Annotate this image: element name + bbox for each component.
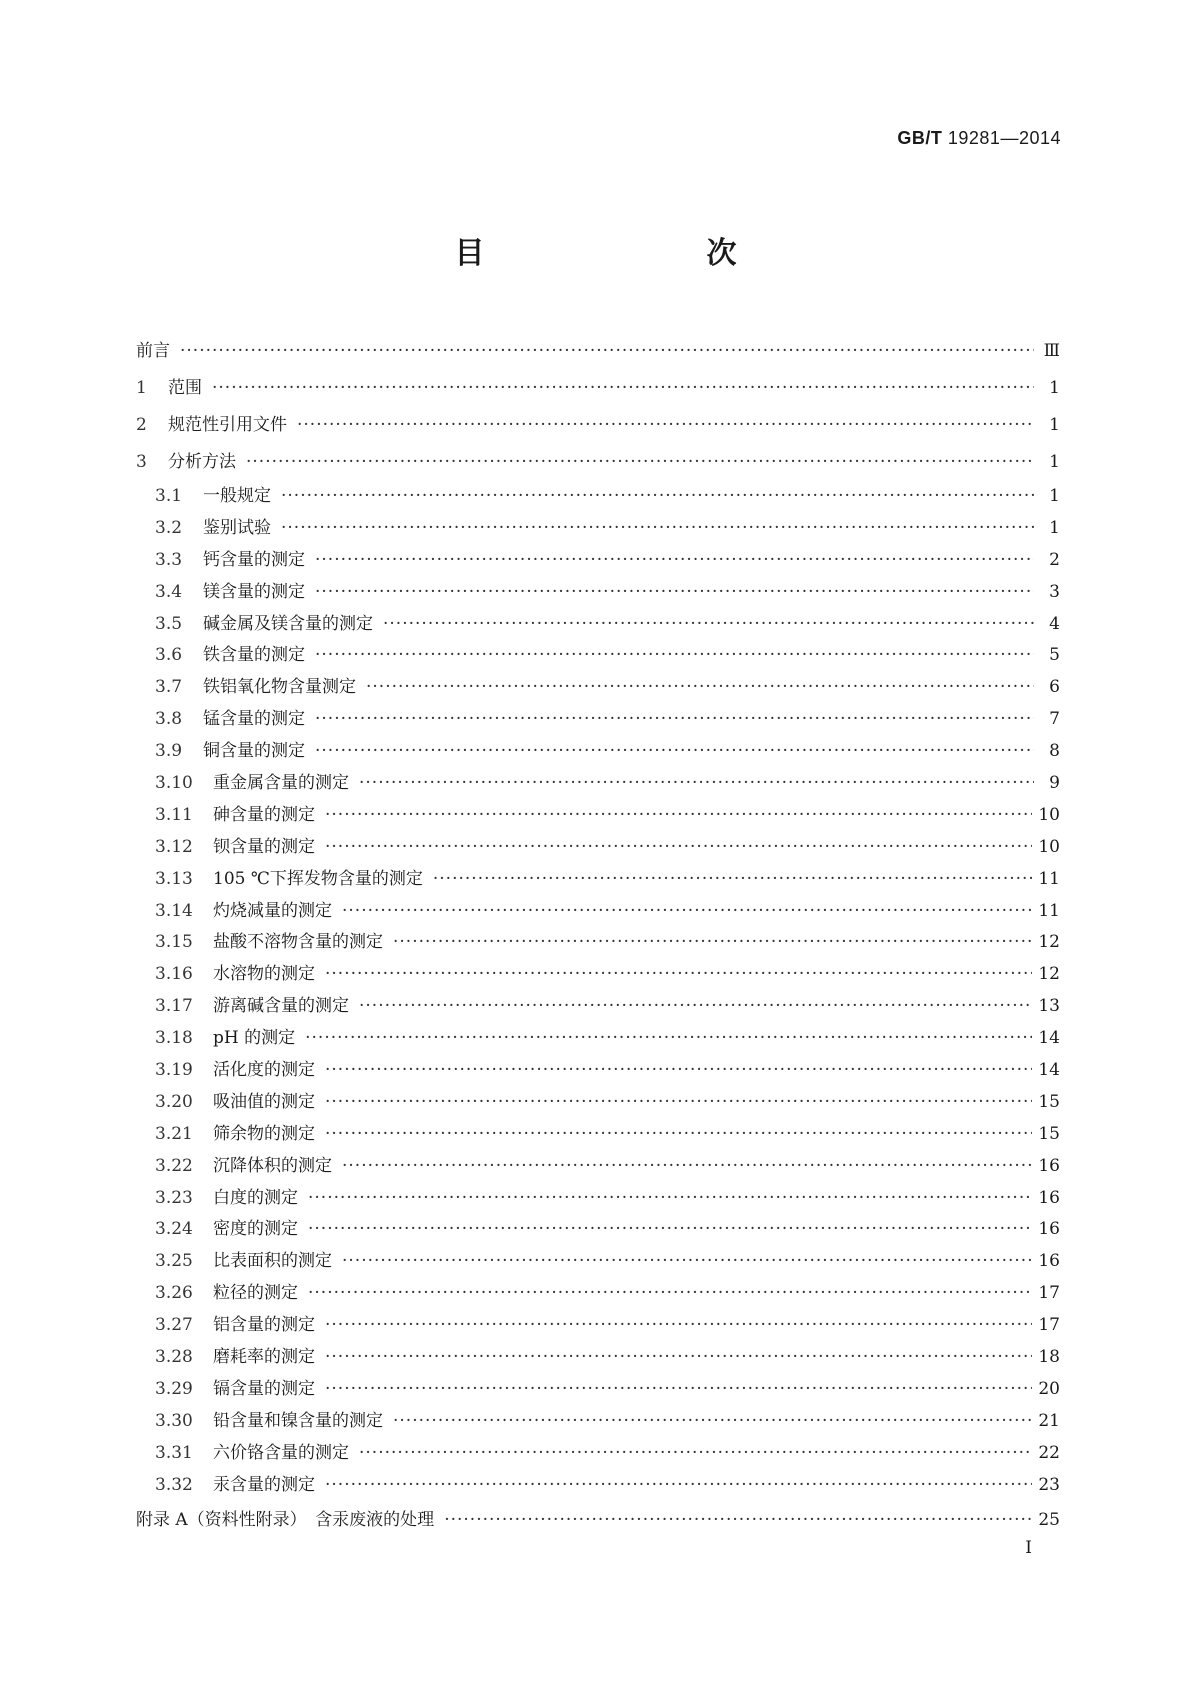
- toc-entry-label: 游离碱含量的测定: [213, 996, 349, 1017]
- page-title: 目 次: [454, 236, 791, 271]
- dot-leader: [325, 1470, 1032, 1502]
- toc-entry-label: 水溶物的测定: [213, 964, 315, 985]
- toc-entry[interactable]: [136, 577, 1060, 609]
- toc-entry-number: 3.19: [155, 1060, 193, 1081]
- toc-entry[interactable]: [136, 1214, 1060, 1246]
- toc-entry-number: 3.24: [155, 1219, 193, 1240]
- toc-entry-label: 镉含量的测定: [213, 1378, 315, 1399]
- toc-entry-number: 3.27: [155, 1315, 193, 1336]
- toc-entry-number: 3.16: [155, 964, 193, 985]
- page-number: I: [1025, 1538, 1032, 1558]
- toc-entry-label: 铁含量的测定: [203, 645, 305, 666]
- toc-entry[interactable]: [136, 1087, 1060, 1119]
- toc-entry-number: 3.2: [155, 517, 183, 538]
- dot-leader: [433, 864, 1032, 896]
- dot-leader: [315, 640, 1034, 672]
- toc-entry-number: 3.11: [155, 804, 193, 825]
- toc-entry[interactable]: [136, 1023, 1060, 1055]
- toc-entry-page: 17: [1038, 1283, 1060, 1304]
- toc-entry[interactable]: [136, 1406, 1060, 1438]
- dot-leader: [393, 1406, 1032, 1438]
- toc-entry[interactable]: [136, 1119, 1060, 1151]
- toc-entry-number: 3.6: [155, 645, 183, 666]
- toc-entry[interactable]: [136, 959, 1060, 991]
- toc-entry-page: 4: [1049, 613, 1060, 634]
- dot-leader: [315, 736, 1034, 768]
- toc-entry-label: 沉降体积的测定: [213, 1155, 332, 1176]
- toc-entry-page: 17: [1038, 1315, 1060, 1336]
- dot-leader: [366, 672, 1034, 704]
- dot-leader: [297, 407, 1034, 444]
- toc-entry-label: 白度的测定: [213, 1187, 298, 1208]
- toc-entry-number: 3.18: [155, 1028, 193, 1049]
- dot-leader: [359, 1438, 1032, 1470]
- toc-entry-label: pH 的测定: [213, 1028, 296, 1049]
- toc-entry-page: 1: [1049, 452, 1060, 472]
- toc-entry-page: Ⅲ: [1043, 341, 1060, 361]
- toc-entry-number: 3.8: [155, 709, 183, 730]
- toc-entry-label: 前言: [136, 341, 170, 361]
- toc-entry-page: 2: [1049, 549, 1060, 570]
- standard-code-number: 19281—2014: [947, 128, 1061, 148]
- toc-entry[interactable]: [136, 545, 1060, 577]
- toc-entry-page: 20: [1038, 1378, 1060, 1399]
- toc-entry-number: 3.13: [155, 868, 193, 889]
- toc-entry[interactable]: [136, 1470, 1060, 1502]
- toc-entry-number: 3.25: [155, 1251, 193, 1272]
- toc-entry-page: 13: [1038, 996, 1060, 1017]
- toc-entry-label: 密度的测定: [213, 1219, 298, 1240]
- toc-entry-label: 铁铝氧化物含量测定: [203, 677, 356, 698]
- dot-leader: [359, 991, 1032, 1023]
- toc-entry-label: 碱金属及镁含量的测定: [203, 613, 373, 634]
- toc-entry-page: 1: [1049, 486, 1060, 506]
- toc-entry[interactable]: [136, 1342, 1060, 1374]
- toc-entry[interactable]: [136, 927, 1060, 959]
- toc-entry-label: 鉴别试验: [203, 517, 271, 538]
- toc-entry-page: 9: [1049, 773, 1060, 794]
- toc-entry[interactable]: [136, 444, 1060, 481]
- dot-leader: [325, 1374, 1032, 1406]
- toc-entry-number: 3.3: [155, 549, 183, 570]
- dot-leader: [342, 1151, 1032, 1183]
- toc-entry-page: 12: [1038, 964, 1060, 985]
- toc-entry-page: 14: [1038, 1028, 1060, 1049]
- dot-leader: [315, 545, 1034, 577]
- toc-entry-label: 钙含量的测定: [203, 549, 305, 570]
- dot-leader: [308, 1278, 1032, 1310]
- toc-entry-label: 吸油值的测定: [213, 1091, 315, 1112]
- toc-entry-label: 范围: [168, 378, 202, 398]
- toc-entry-label: 105 ℃下挥发物含量的测定: [213, 868, 423, 889]
- dot-leader: [325, 1055, 1032, 1087]
- toc-entry-number: 3.21: [155, 1123, 193, 1144]
- toc-entry[interactable]: [136, 370, 1060, 407]
- toc-entry-number: 3.1: [155, 486, 183, 506]
- toc-entry-number: 3.23: [155, 1187, 193, 1208]
- toc-entry-page: 22: [1038, 1442, 1060, 1463]
- toc-entry-number: 3.4: [155, 581, 183, 602]
- toc-entry-label: 钡含量的测定: [213, 836, 315, 857]
- toc-entry[interactable]: [136, 864, 1060, 896]
- dot-leader: [444, 1502, 1032, 1539]
- toc-entry-number: 1: [136, 378, 147, 398]
- toc-entry-number: 3.12: [155, 836, 193, 857]
- dot-leader: [325, 1310, 1032, 1342]
- toc-entry[interactable]: [136, 896, 1060, 928]
- toc-entry-label: 铜含量的测定: [203, 741, 305, 762]
- toc-entry[interactable]: [136, 704, 1060, 736]
- toc-entry[interactable]: [136, 1438, 1060, 1470]
- toc-entry-number: 3.22: [155, 1155, 193, 1176]
- toc-entry-page: 15: [1038, 1091, 1060, 1112]
- dot-leader: [308, 1183, 1032, 1215]
- toc-entry-number: 3.7: [155, 677, 183, 698]
- toc-entry-label: 重金属含量的测定: [213, 773, 349, 794]
- toc-entry[interactable]: [136, 333, 1060, 370]
- toc-entry-number: 3.31: [155, 1442, 193, 1463]
- dot-leader: [180, 333, 1034, 370]
- dot-leader: [281, 513, 1034, 545]
- toc-entry[interactable]: [136, 768, 1060, 800]
- dot-leader: [325, 1087, 1032, 1119]
- toc-entry[interactable]: [136, 1502, 1060, 1539]
- dot-leader: [342, 1246, 1032, 1278]
- toc-entry-page: 16: [1038, 1187, 1060, 1208]
- toc-entry[interactable]: [136, 1183, 1060, 1215]
- toc-entry[interactable]: [136, 1151, 1060, 1183]
- toc-entry[interactable]: [136, 609, 1060, 641]
- toc-entry-label: 锰含量的测定: [203, 709, 305, 730]
- toc-entry-number: 3: [136, 452, 147, 472]
- toc-entry-page: 18: [1038, 1347, 1060, 1368]
- dot-leader: [359, 768, 1034, 800]
- toc-entry-number: 3.5: [155, 613, 183, 634]
- standard-code: [897, 128, 1061, 149]
- toc-entry-label: 分析方法: [168, 452, 236, 472]
- toc-entry-label: 镁含量的测定: [203, 581, 305, 602]
- toc-entry-label: 盐酸不溶物含量的测定: [213, 932, 383, 953]
- toc-entry-label: 筛余物的测定: [213, 1123, 315, 1144]
- toc-entry[interactable]: [136, 1374, 1060, 1406]
- toc-entry-number: 3.20: [155, 1091, 193, 1112]
- dot-leader: [325, 832, 1032, 864]
- toc-entry-label: 汞含量的测定: [213, 1474, 315, 1495]
- toc-entry-number: 3.30: [155, 1410, 193, 1431]
- toc-entry[interactable]: [136, 407, 1060, 444]
- toc-entry-page: 16: [1038, 1251, 1060, 1272]
- dot-leader: [315, 577, 1034, 609]
- toc-entry-label: 砷含量的测定: [213, 804, 315, 825]
- toc-entry-label: 六价铬含量的测定: [213, 1442, 349, 1463]
- toc-entry-number: 3.10: [155, 773, 193, 794]
- toc-entry-page: 11: [1038, 868, 1060, 889]
- toc-entry-page: 23: [1038, 1474, 1060, 1495]
- toc-entry-page: 11: [1038, 900, 1060, 921]
- dot-leader: [325, 1119, 1032, 1151]
- dot-leader: [305, 1023, 1032, 1055]
- toc-entry[interactable]: [136, 991, 1060, 1023]
- toc-entry-label: 附录 A（资料性附录） 含汞废液的处理: [136, 1509, 435, 1530]
- toc-entry-label: 铅含量和镍含量的测定: [213, 1410, 383, 1431]
- toc-entry-page: 16: [1038, 1155, 1060, 1176]
- toc-entry-number: 3.26: [155, 1283, 193, 1304]
- toc-entry[interactable]: [136, 1278, 1060, 1310]
- toc-entry-page: 1: [1049, 378, 1060, 398]
- dot-leader: [325, 800, 1032, 832]
- toc-entry[interactable]: [136, 513, 1060, 545]
- toc-entry[interactable]: [136, 832, 1060, 864]
- toc-entry-number: 3.14: [155, 900, 193, 921]
- toc-entry-number: 3.28: [155, 1347, 193, 1368]
- toc-entry-number: 3.9: [155, 741, 183, 762]
- toc-entry-page: 6: [1049, 677, 1060, 698]
- toc-entry-page: 7: [1049, 709, 1060, 730]
- toc-entry-number: 3.29: [155, 1378, 193, 1399]
- dot-leader: [308, 1214, 1032, 1246]
- dot-leader: [393, 927, 1032, 959]
- toc-entry-label: 灼烧减量的测定: [213, 900, 332, 921]
- toc-entry-page: 1: [1049, 517, 1060, 538]
- toc-entry-label: 规范性引用文件: [168, 415, 287, 435]
- toc-entry[interactable]: [136, 640, 1060, 672]
- toc-entry-page: 8: [1049, 741, 1060, 762]
- toc-entry[interactable]: [136, 1055, 1060, 1087]
- toc-entry-label: 活化度的测定: [213, 1060, 315, 1081]
- toc-entry-label: 磨耗率的测定: [213, 1347, 315, 1368]
- dot-leader: [342, 896, 1032, 928]
- toc-entry[interactable]: [136, 1310, 1060, 1342]
- toc-entry-page: 14: [1038, 1060, 1060, 1081]
- toc-entry-number: 2: [136, 415, 147, 435]
- dot-leader: [325, 1342, 1032, 1374]
- toc-entry[interactable]: [136, 481, 1060, 513]
- dot-leader: [246, 444, 1034, 481]
- toc-entry-label: 一般规定: [203, 486, 271, 506]
- dot-leader: [315, 704, 1034, 736]
- toc-entry-page: 10: [1038, 836, 1060, 857]
- toc-entry-label: 比表面积的测定: [213, 1251, 332, 1272]
- toc-entry[interactable]: [136, 1246, 1060, 1278]
- toc-entry-number: 3.32: [155, 1474, 193, 1495]
- toc-entry-page: 21: [1038, 1410, 1060, 1431]
- dot-leader: [212, 370, 1034, 407]
- toc-entry[interactable]: [136, 672, 1060, 704]
- toc-entry-number: 3.15: [155, 932, 193, 953]
- standard-code-prefix: GB/T: [897, 128, 943, 148]
- toc-entry-page: 16: [1038, 1219, 1060, 1240]
- dot-leader: [325, 959, 1032, 991]
- table-of-contents: [136, 333, 1060, 1539]
- toc-entry-number: 3.17: [155, 996, 193, 1017]
- toc-entry-label: 铝含量的测定: [213, 1315, 315, 1336]
- toc-entry-page: 12: [1038, 932, 1060, 953]
- toc-entry-page: 10: [1038, 804, 1060, 825]
- toc-entry-label: 粒径的测定: [213, 1283, 298, 1304]
- toc-entry-page: 15: [1038, 1123, 1060, 1144]
- toc-entry-page: 1: [1049, 415, 1060, 435]
- toc-entry[interactable]: [136, 736, 1060, 768]
- toc-entry-page: 3: [1049, 581, 1060, 602]
- toc-entry[interactable]: [136, 800, 1060, 832]
- dot-leader: [383, 609, 1034, 641]
- toc-entry-page: 25: [1038, 1509, 1060, 1530]
- toc-entry-page: 5: [1049, 645, 1060, 666]
- dot-leader: [281, 481, 1034, 513]
